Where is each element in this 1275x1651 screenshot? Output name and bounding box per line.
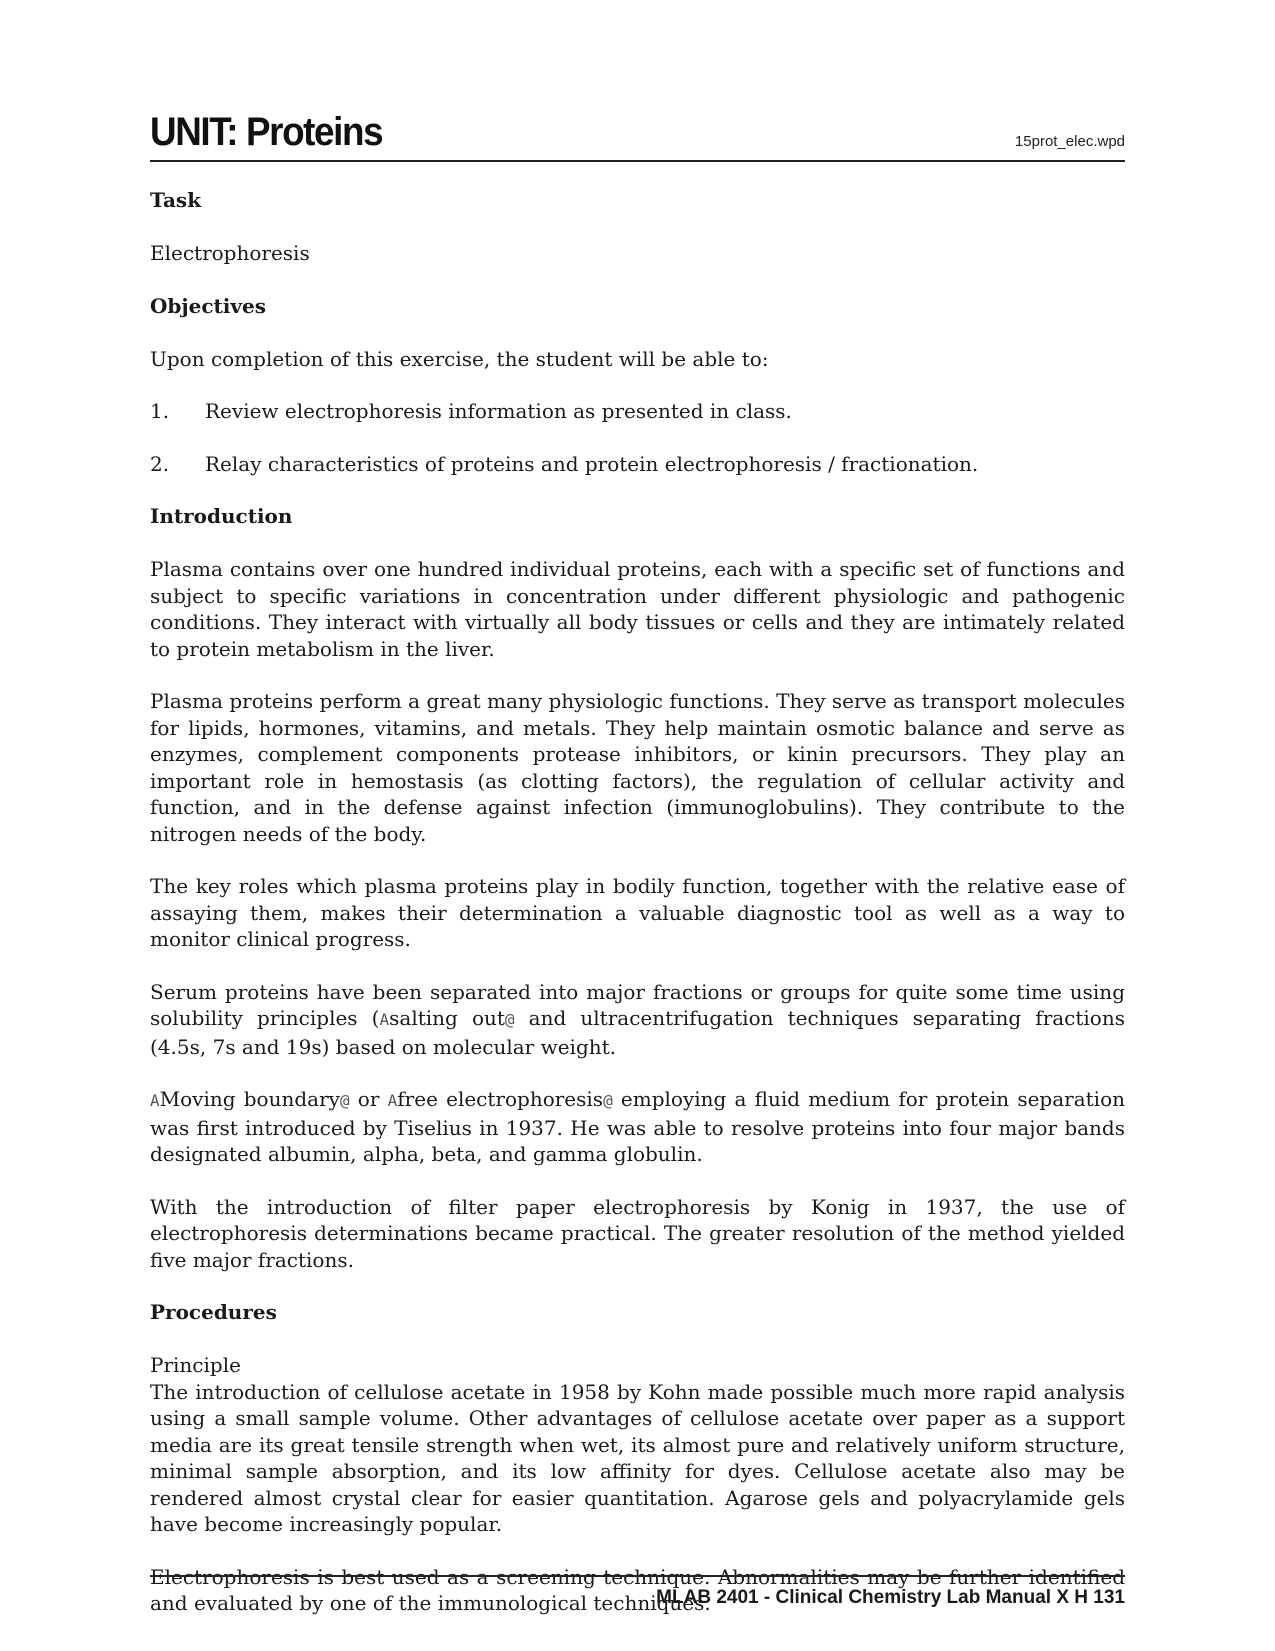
document-body xyxy=(150,187,1125,1643)
paragraph-text: Serum proteins have been separated into major fractions or groups for quite some time using solubility principles ( xyxy=(150,979,1125,1030)
paragraph-text: or xyxy=(349,1087,388,1111)
procedures-paragraph-1: The introduction of cellulose acetate in 1958 by Kohn made possible much more rapid analysis using a small sample volume. Other advantages of cellulose acetate over paper as a support media are its great tensile strength when wet, its almost pure and relatively uniform structure, minimal sample absorption, and its low affinity for dyes. Cellulose acetate also may be rendered almost crystal clear for easier quantitation. Agarose gels and polyacrylamide gels have become increasingly popular. xyxy=(150,1379,1125,1536)
introduction-paragraph-3: The key roles which plasma proteins play in bodily function, together with the relative ease of assaying them, makes their determination a valuable diagnostic tool as well as a way to monitor clinical progress. xyxy=(150,874,1125,951)
introduction-paragraph-1: Plasma contains over one hundred individual proteins, each with a specific set of functions and subject to specific variations in concentration under different physiologic and pathogenic conditions. They interact with virtually all body tissues or cells and they are intimately related to protein metabolism in the liver. xyxy=(150,557,1125,661)
unit-title: UNIT: Proteins xyxy=(150,110,383,154)
objective-number: 2. xyxy=(150,451,170,476)
principle-block xyxy=(150,1352,1125,1379)
principle-subheading: Principle xyxy=(150,1353,241,1377)
quote-glyph: @ xyxy=(504,1010,515,1029)
objective-item xyxy=(150,451,1125,478)
paragraph-text: salting out xyxy=(389,1006,505,1030)
quote-glyph: @ xyxy=(339,1091,350,1110)
introduction-paragraph-6: With the introduction of filter paper electrophoresis by Konig in 1937, the use of electrophoresis determinations became practical. The greater resolution of the method yielded five major fractions. xyxy=(150,1194,1125,1272)
footer-separator-symbol: X xyxy=(1056,1587,1070,1608)
paragraph-text: free electrophoresis xyxy=(397,1087,604,1111)
procedures-paragraph-2: Electrophoresis is best used as a screening technique. Abnormalities may be further identified and evaluated by one of the immunological techniques. xyxy=(150,1564,1125,1615)
quote-glyph: @ xyxy=(603,1091,613,1110)
introduction-heading: Introduction xyxy=(150,504,293,528)
procedures-heading: Procedures xyxy=(150,1300,277,1324)
objective-item xyxy=(150,398,1125,425)
page-header xyxy=(150,108,1125,162)
file-name: 15prot_elec.wpd xyxy=(1014,133,1125,150)
quote-glyph: A xyxy=(150,1091,160,1110)
introduction-paragraph-4 xyxy=(150,979,1125,1061)
footer-text xyxy=(656,1587,1125,1609)
introduction-paragraph-2: Plasma proteins perform a great many physiologic functions. They serve as transport molecules for lipids, hormones, vitamins, and metals. They help maintain osmotic balance and serve as enzymes, complement components protease inhibitors, or kinin precursors. They play an important role in hemostasis (as clotting factors), the regulation of cellular activity and function, and in the defense against infection (immunoglobulins). They contribute to the nitrogen needs of the body. xyxy=(150,689,1125,846)
objective-text: Relay characteristics of proteins and protein electrophoresis / fractionation. xyxy=(205,451,979,476)
task-text: Electrophoresis xyxy=(150,241,310,265)
footer-manual-title: MLAB 2401 - Clinical Chemistry Lab Manual xyxy=(656,1587,1057,1608)
objectives-heading: Objectives xyxy=(150,293,266,318)
paragraph-text: Moving boundary xyxy=(159,1087,340,1111)
paragraph-text: employing a fluid medium for protein separation was first introduced by Tiselius in 1937. He was able to resolve proteins into four major bands designated albumin, alpha, beta, and gamma globulin. xyxy=(150,1087,1125,1166)
objective-text: Review electrophoresis information as presented in class. xyxy=(205,399,792,423)
objective-number: 1. xyxy=(150,399,170,423)
paragraph-text: and ultracentrifugation techniques separating fractions (4.5s, 7s and 19s) based on molecular weight. xyxy=(150,1006,1125,1059)
introduction-paragraph-5 xyxy=(150,1086,1125,1168)
objectives-intro: Upon completion of this exercise, the student will be able to: xyxy=(150,346,769,371)
quote-glyph: A xyxy=(379,1010,390,1029)
quote-glyph: A xyxy=(387,1091,398,1110)
footer-page-number: H 131 xyxy=(1069,1587,1125,1608)
task-heading: Task xyxy=(150,188,202,212)
